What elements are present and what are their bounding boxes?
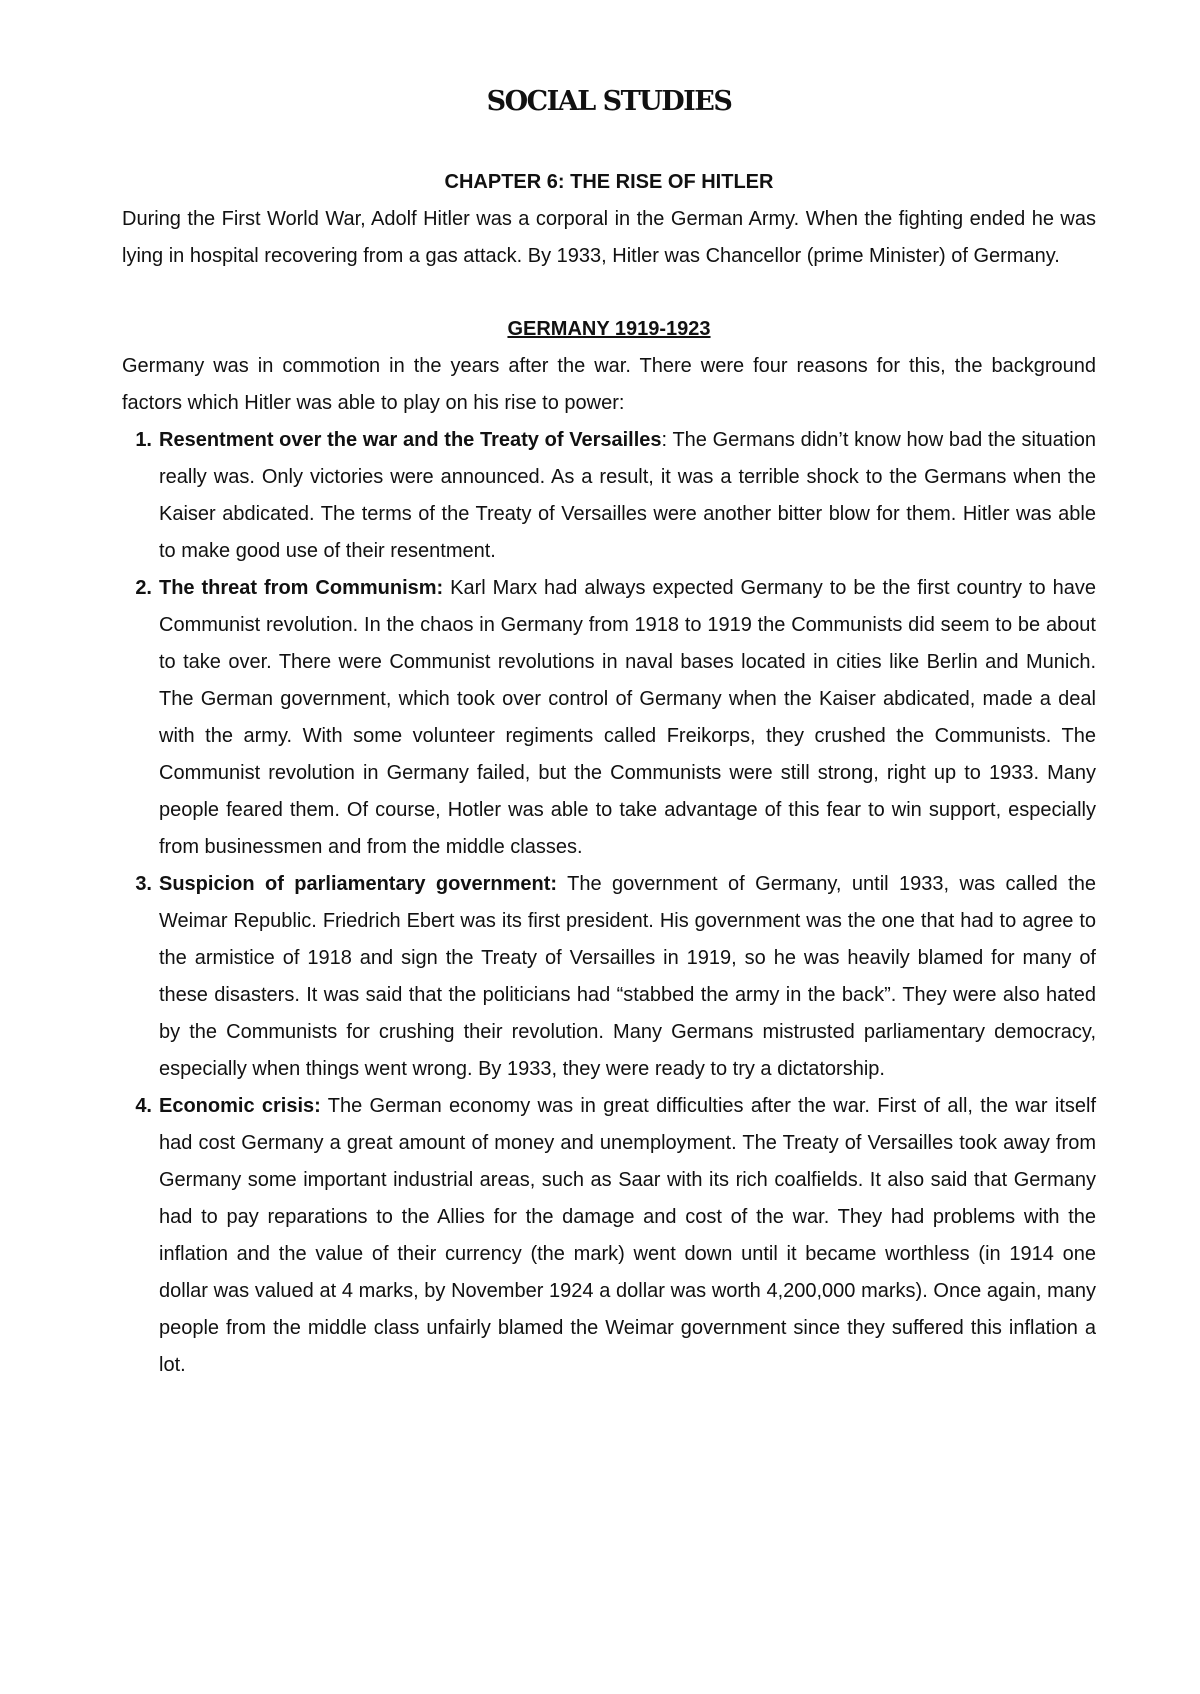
chapter-title: CHAPTER 6: THE RISE OF HITLER <box>444 171 774 193</box>
document-page <box>122 82 1096 1384</box>
list-item-text: : The Germans didn’t know how bad the situation really was. Only victories were announced. As a result, it was a terrible shock to the Germans when the Kaiser abdicated. The terms of the Treaty of Versailles were another bitter blow for them. Hitler was able to make good use of their resentment. <box>159 429 1096 562</box>
list-item <box>122 422 1096 570</box>
reasons-list <box>122 422 1096 1384</box>
list-item-number: 1. <box>135 429 152 451</box>
list-item-number: 4. <box>135 1095 152 1117</box>
intro-paragraph: During the First World War, Adolf Hitler was a corporal in the German Army. When the fighting ended he was lying in hospital recovering from a gas attack. By 1933, Hitler was Chancellor (prime Minister) of Germany. <box>122 208 1096 267</box>
list-item-heading: Economic crisis: <box>159 1095 321 1117</box>
list-item-text: Karl Marx had always expected Germany to be the first country to have Communist revolution. In the chaos in Germany from 1918 to 1919 the Communists did seem to be about to take over. There were Communist revolutions in naval bases located in cities like Berlin and Munich. The German government, which took over control of Germany when the Kaiser abdicated, made a deal with the army. With some volunteer regiments called Freikorps, they crushed the Communists. The Communist revolution in Germany failed, but the Communists were still strong, right up to 1933. Many people feared them. Of course, Hotler was able to take advantage of this fear to win support, especially from businessmen and from the middle classes. <box>159 577 1096 858</box>
list-item <box>122 570 1096 866</box>
list-item <box>122 866 1096 1088</box>
list-item-heading: Resentment over the war and the Treaty of Versailles <box>159 429 662 451</box>
list-item-heading: Suspicion of parliamentary government: <box>159 873 558 895</box>
list-item-text: The government of Germany, until 1933, was called the Weimar Republic. Friedrich Ebert was its first president. His government was the one that had to agree to the armistice of 1918 and sign the Treaty of Versailles in 1919, so he was heavily blamed for many of these disasters. It was said that the politicians had “stabbed the army in the back”. They were also hated by the Communists for crushing their revolution. Many Germans mistrusted parliamentary democracy, especially when things went wrong. By 1933, they were ready to try a dictatorship. <box>159 873 1096 1080</box>
list-item-number: 3. <box>135 873 152 895</box>
document-title: SOCIAL STUDIES <box>486 86 732 117</box>
list-item-number: 2. <box>135 577 152 599</box>
section-intro-paragraph: Germany was in commotion in the years after the war. There were four reasons for this, the background factors which Hitler was able to play on his rise to power: <box>122 355 1096 414</box>
list-item-heading: The threat from Communism: <box>159 577 444 599</box>
section-title: GERMANY 1919-1923 <box>507 318 711 340</box>
list-item <box>122 1088 1096 1384</box>
list-item-text: The German economy was in great difficulties after the war. First of all, the war itself had cost Germany a great amount of money and unemployment. The Treaty of Versailles took away from Germany some important industrial areas, such as Saar with its rich coalfields. It also said that Germany had to pay reparations to the Allies for the damage and cost of the war. They had problems with the inflation and the value of their currency (the mark) went down until it became worthless (in 1914 one dollar was valued at 4 marks, by November 1924 a dollar was worth 4,200,000 marks). Once again, many people from the middle class unfairly blamed the Weimar government since they suffered this inflation a lot. <box>159 1095 1097 1376</box>
